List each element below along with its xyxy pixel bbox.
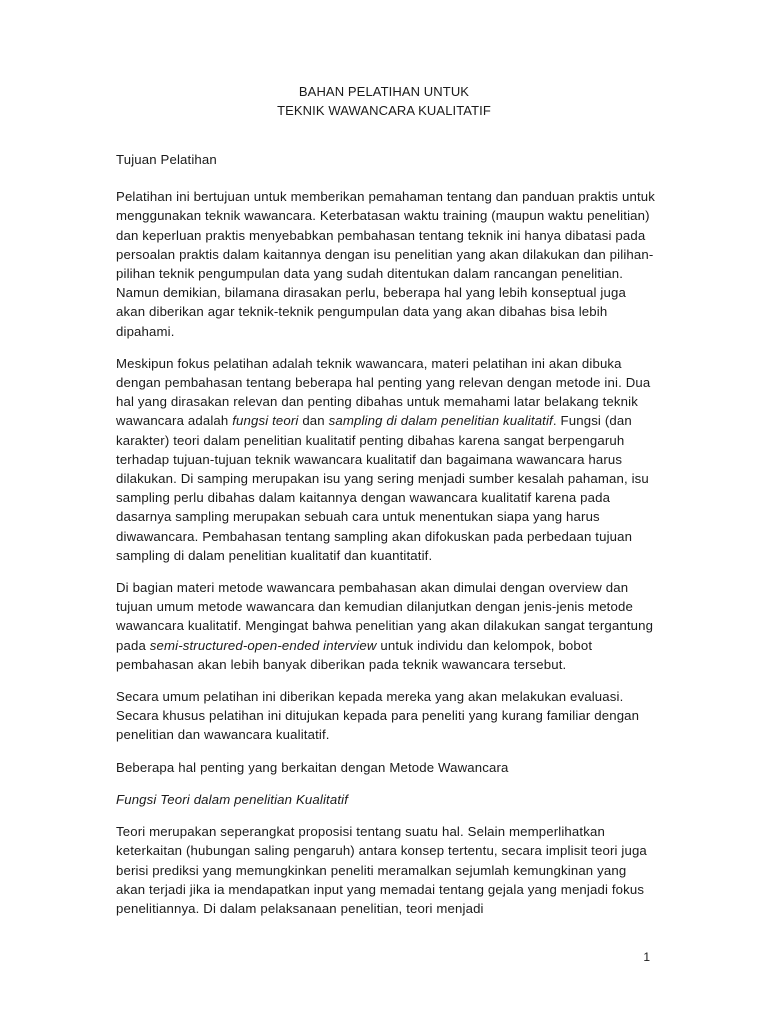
document-title — [0, 82, 768, 120]
paragraph-3 — [116, 578, 656, 674]
paragraph-3-text-a: Di bagian materi metode wawancara pembahasan akan dimulai dengan overview dan tujuan umum metode wawancara dan kemudian dilanjutkan dengan jenis-jenis metode wawancara kualitatif. Mengingat bahwa penelitian yang akan dilakukan sangat tergantung pada — [116, 580, 654, 653]
title-line-1: BAHAN PELATIHAN UNTUK — [298, 84, 470, 99]
paragraph-2-emphasis-1: fungsi teori — [232, 413, 299, 429]
paragraph-4: Secara umum pelatihan ini diberikan kepada mereka yang akan melakukan evaluasi. Secara khusus pelatihan ini ditujukan kepada para peneliti yang kurang familiar dengan penelitian dan wawancara kualitatif. — [116, 689, 640, 743]
document-body — [116, 150, 656, 931]
page-number: 1 — [643, 950, 650, 964]
paragraph-2-emphasis-2: sampling di dalam penelitian kualitatif — [328, 413, 553, 429]
paragraph-6: Teori merupakan seperangkat proposisi tentang suatu hal. Selain memperlihatkan keterkaitan (hubungan saling pengaruh) antara konsep tertentu, secara implisit teori juga berisi prediksi yang memungkinkan peneliti meramalkan sejumlah kemungkinan yang akan terjadi jika ia mendapatkan input yang memadai tentang gejala yang menjadi fokus penelitiannya. Di dalam pelaksanaan penelitian, teori menjadi — [116, 824, 647, 916]
paragraph-1: Pelatihan ini bertujuan untuk memberikan pemahaman tentang dan panduan praktis untuk menggunakan teknik wawancara. Keterbatasan waktu training (maupun waktu penelitian) dan keperluan praktis menyebabkan pembahasan tentang teknik ini hanya dibatasi pada persoalan praktis dalam kaitannya dengan isu penelitian yang akan dilakukan dan pilihan-pilihan teknik pengumpulan data yang sudah ditentukan dalam rancangan penelitian. Namun demikian, bilamana dirasakan perlu, beberapa hal yang lebih konseptual juga akan diberikan agar teknik-teknik pengumpulan data yang akan dibahas bisa lebih dipahami. — [116, 189, 655, 339]
title-line-2: TEKNIK WAWANCARA KUALITATIF — [277, 103, 491, 118]
paragraph-2-text-c: . Fungsi (dan karakter) teori dalam penelitian kualitatif penting dibahas karena sangat berpengaruh terhadap tujuan-tujuan teknik wawancara kualitatif dan bagaimana wawancara harus dilakukan. Di samping merupakan isu yang sering menjadi sumber kesalah pahaman, isu sampling perlu dibahas dalam kaitannya dengan wawancara kualitatif karena pada dasarnya sampling merupakan sebuah cara untuk menentukan siapa yang harus diwawancara. Pembahasan tentang sampling akan difokuskan pada perbedaan tujuan sampling di dalam penelitian kualitatif dan kuantitatif. — [116, 413, 649, 563]
section-heading-fungsi-teori — [116, 790, 656, 809]
paragraph-2-text-a: Meskipun fokus pelatihan adalah teknik wawancara, materi pelatihan ini akan dibuka dengan pembahasan tentang beberapa hal penting yang relevan dengan metode ini. Dua hal yang dirasakan relevan dan penting dibahas untuk memahami latar belakang teknik wawancara adalah — [116, 355, 651, 429]
section-heading-fungsi-teori-text: Fungsi Teori dalam penelitian Kualitatif — [116, 791, 349, 807]
paragraph-2-text-b: dan — [298, 413, 329, 429]
paragraph-3-text-b: untuk individu dan kelompok, bobot pembahasan akan lebih banyak diberikan pada teknik wawancara tersebut. — [116, 637, 593, 672]
section-heading-tujuan: Tujuan Pelatihan — [116, 152, 217, 167]
paragraph-5: Beberapa hal penting yang berkaitan dengan Metode Wawancara — [116, 759, 509, 775]
paragraph-2 — [116, 354, 656, 565]
paragraph-3-emphasis: semi-structured-open-ended interview — [149, 637, 377, 653]
